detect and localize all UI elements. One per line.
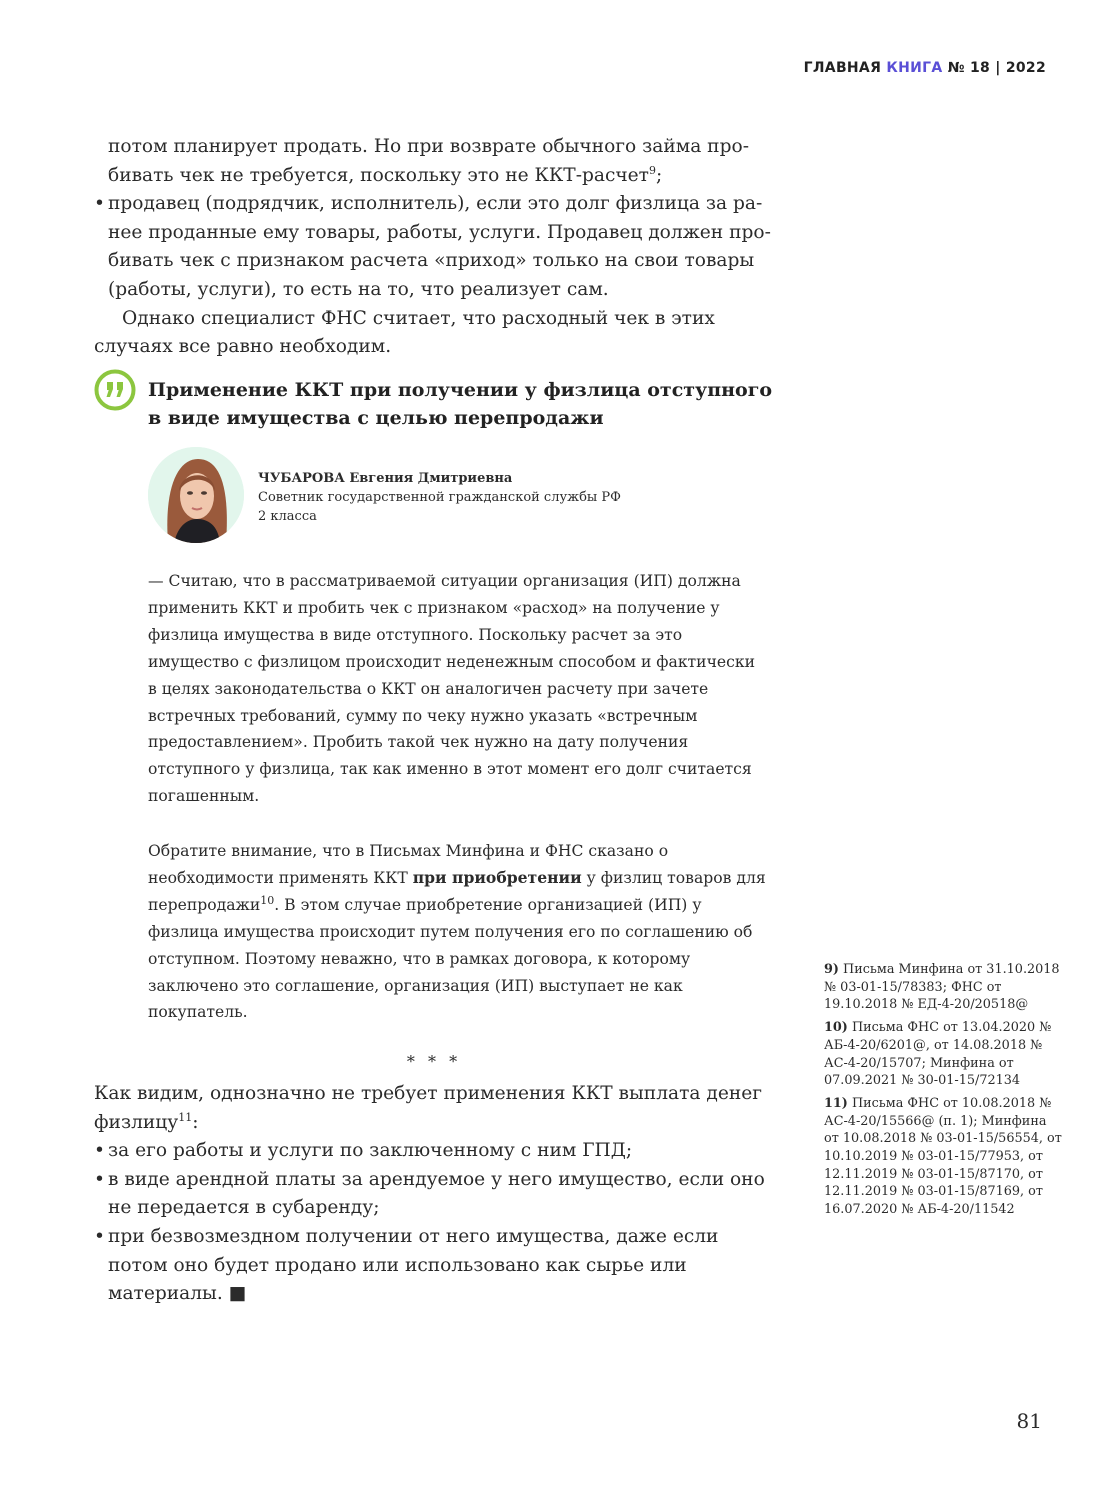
- list-item: • за его работы и услуги по заключенному с ним ГПД;: [94, 1137, 774, 1166]
- list-item: • при безвозмездном получении от него имущества, даже если потом оно будет продано или использовано как сырье или материалы. ■: [94, 1223, 774, 1309]
- page-number: 81: [1016, 1409, 1042, 1433]
- conclusion-text: [94, 1080, 774, 1309]
- list-item: • продавец (подрядчик, исполнитель), если это долг физлица за ранее проданные ему товары, работы, услуги. Продавец должен пробивать чек с признаком расчета «приход» только на свои товары (работы, услуги), то есть на то, что реализует сам.: [94, 190, 774, 304]
- expert-photo: [148, 447, 244, 543]
- quote-paragraph: — Считаю, что в рассматриваемой ситуации организация (ИП) должна применить ККТ и пробить чек с признаком «расход» на получение у физлица имущества в виде отступного. Поскольку расчет за это имущество с физлицом происходит неденежным способом и фактически в целях законодательства о ККТ он аналогичен расчету при зачете встречных требований, сумму по чеку нужно указать «встречным предоставлением». Пробить такой чек нужно на дату получения отступного у физлица, так как именно в этот момент его долг считается погашенным.: [148, 572, 755, 806]
- footnote-ref-11: 11: [178, 1110, 193, 1124]
- paragraph: Однако специалист ФНС считает, что расходный чек в этих случаях все равно необходим.: [94, 307, 715, 358]
- expert-rank: 2 класса: [258, 509, 317, 524]
- magazine-title-accent: КНИГА: [886, 60, 943, 76]
- expert-position: Советник государственной гражданской службы РФ: [258, 490, 621, 505]
- bullet-marker: •: [94, 1168, 105, 1190]
- expert-info: [258, 469, 778, 526]
- avatar: [148, 447, 244, 543]
- quote-mark-icon: [94, 369, 136, 411]
- end-mark: ■: [228, 1283, 247, 1305]
- bullet-marker: •: [94, 1140, 105, 1162]
- magazine-header: [804, 60, 1046, 76]
- footnote-10: 10) Письма ФНС от 13.04.2020 № АБ-4-20/6201@, от 14.08.2018 № АС-4-20/15707; Минфина от 07.09.2021 № 30-01-15/72134: [824, 1020, 1052, 1089]
- bullet-marker: •: [94, 193, 105, 215]
- section-title: Применение ККТ при получении у физлица отступного в виде имущества с целью перепродажи: [148, 379, 773, 429]
- editor-note: [148, 838, 768, 1026]
- footnote-11: 11) Письма ФНС от 10.08.2018 № АС-4-20/15566@ (п. 1); Минфина от 10.08.2018 № 03-01-15/56554, от 10.10.2019 № 03-01-15/77953, от 12.11.2019 № 03-01-15/87170, от 12.11.2019 № 03-01-15/87169, от 16.07.2020 № АБ-4-20/11542: [824, 1095, 1062, 1218]
- magazine-title-main: ГЛАВНАЯ: [803, 60, 882, 76]
- intro-continuation: потом планирует продать. Но при возврате обычного займа пробивать чек не требуется, поскольку это не ККТ-расчет$^9$;: [108, 136, 749, 186]
- footnote-ref-9: 9: [648, 163, 656, 177]
- intro-text: [94, 133, 774, 362]
- bullet-marker: •: [94, 1225, 105, 1247]
- sidenotes: [824, 961, 1064, 1224]
- list-item: • в виде арендной платы за арендуемое у него имущество, если оно не передается в субаренду;: [94, 1166, 774, 1223]
- footnote-9: 9) Письма Минфина от 31.10.2018 № 03-01-15/78383; ФНС от 19.10.2018 № ЕД-4-20/20518@: [824, 962, 1060, 1013]
- section-separator: * * *: [406, 1052, 462, 1071]
- expert-quote: [148, 568, 768, 810]
- footnote-ref-10: 10: [260, 893, 275, 907]
- conclusion-intro: Как видим, однозначно не требует применения ККТ выплата денег физлицу$^{11}$:: [94, 1083, 762, 1133]
- issue-number: № 18 | 2022: [947, 60, 1046, 76]
- expert-name: ЧУБАРОВА Евгения Дмитриевна: [258, 471, 513, 486]
- note-paragraph: Обратите внимание, что в Письмах Минфина и ФНС сказано о необходимости применять ККТ при приобретении у физлиц товаров для перепродажи$^{10}$. В этом случае приобретение организацией (ИП) у физлица имущества происходит путем получения его по соглашению об отступном. Поэтому неважно, что в рамках договора, к которому заключено это соглашение, организация (ИП) выступает не как покупатель.: [148, 842, 766, 1022]
